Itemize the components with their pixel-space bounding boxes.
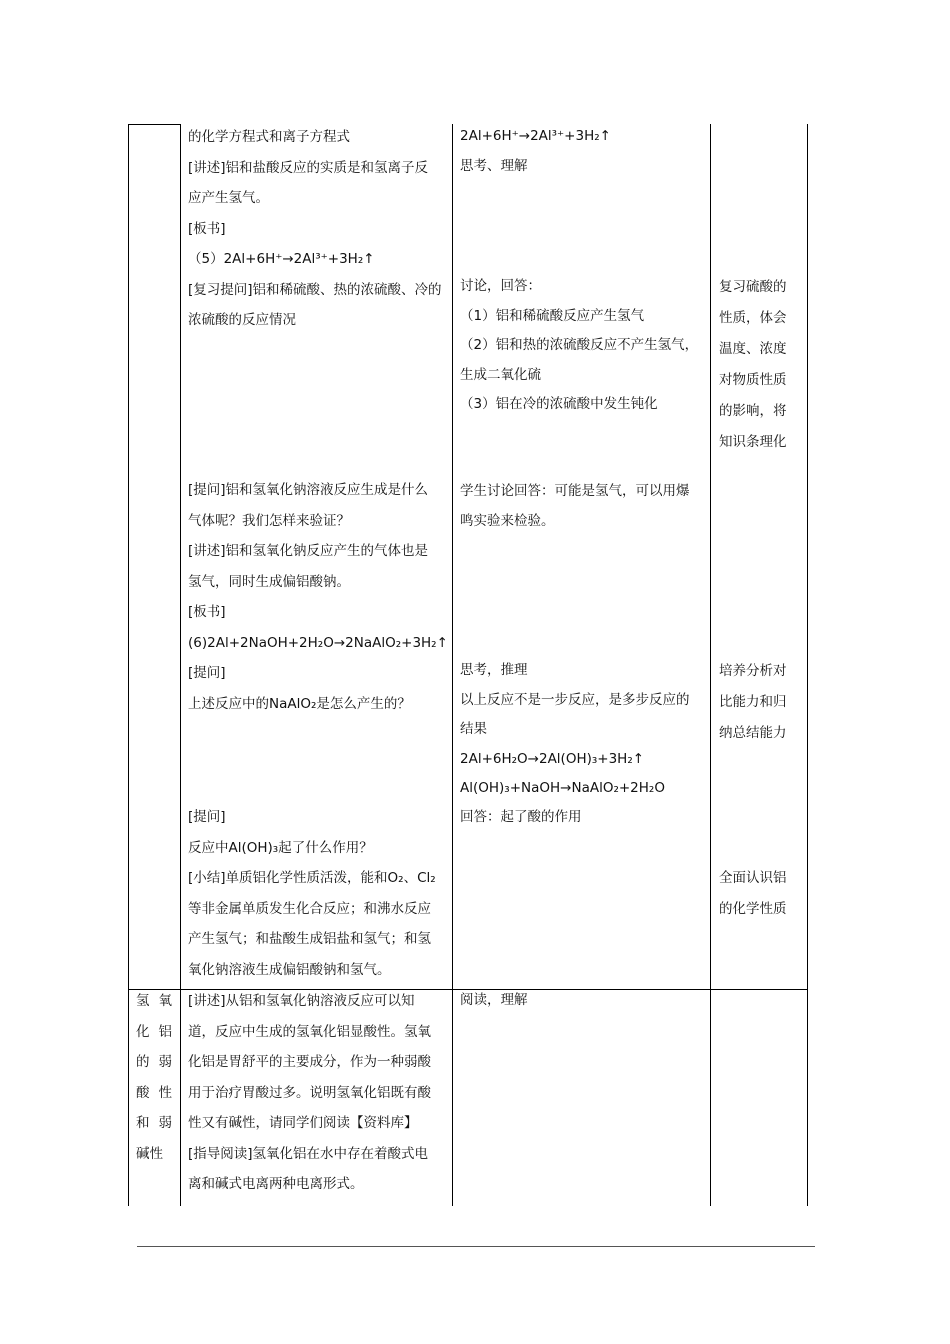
student-line: 生成二氧化硫 [460,366,541,383]
student-segment [460,986,528,1016]
content-line: [提问] [188,809,226,825]
student-line: 鸣实验来检验。 [460,512,555,529]
topic-row: 碱性 [136,1145,163,1162]
student-line: 回答：起了酸的作用 [460,809,582,825]
topic-cell [128,986,180,1169]
intent-line: 对物质性质 [719,372,787,388]
student-segment [460,656,690,804]
content-line: [小结]单质铝化学性质活泼，能和O₂、Cl₂ [188,870,436,886]
column-divider-3 [710,124,711,1206]
content-line: [讲述]铝和氢氧化钠反应产生的气体也是 [188,543,429,559]
student-line: （1）铝和稀硫酸反应产生氢气 [460,307,645,324]
intent-line: 纳总结能力 [719,725,787,741]
content-line: （5）2Al+6H⁺→2Al³⁺+3H₂↑ [188,251,375,267]
content-line: 等非金属单质发生化合反应；和沸水反应 [188,900,431,917]
student-line: 思考、理解 [460,157,528,174]
content-line: 反应中Al(OH)₃起了什么作用？ [188,839,373,856]
topic-row: 的 弱 [136,1054,172,1070]
content-segment [188,475,448,719]
student-line: 以上反应不是一步反应，是多步反应的 [460,691,690,708]
student-line: 阅读，理解 [460,992,528,1008]
content-line: 氢气，同时生成偏铝酸钠。 [188,573,350,590]
content-line: [板书] [188,604,226,620]
content-line: 应产生氢气。 [188,190,269,206]
footer-rule [137,1246,815,1247]
intent-line: 性质，体会 [719,310,787,326]
content-line: [提问]铝和氢氧化钠溶液反应生成是什么 [188,482,429,498]
student-segment [460,477,690,536]
content-line: 化铝是胃舒平的主要成分，作为一种弱酸 [188,1054,431,1070]
table-top-left-border [128,124,180,125]
content-line: 产生氢气；和盐酸生成铝盐和氢气；和氢 [188,931,431,947]
content-line: (6)2Al+2NaOH+2H₂O→2NaAlO₂+3H₂↑ [188,634,448,651]
content-line: [讲述]铝和盐酸反应的实质是和氢离子反 [188,159,429,176]
student-line: （2）铝和热的浓硫酸反应不产生氢气， [460,337,699,353]
content-line: [提问] [188,665,226,681]
content-line: 的化学方程式和离子方程式 [188,129,350,145]
topic-row: 化 铝 [136,1023,172,1040]
table-right-border [807,124,808,1206]
student-line: 2Al+6H₂O→2Al(OH)₃+3H₂↑ [460,750,645,767]
content-line: 用于治疗胃酸过多。说明氢氧化铝既有酸 [188,1084,431,1101]
intent-line: 比能力和归 [719,694,787,710]
student-line: 思考，推理 [460,662,528,678]
intent-line: 知识条理化 [719,434,787,450]
intent-line: 的化学性质 [719,901,787,917]
intent-line: 的影响，将 [719,403,787,419]
intent-segment [719,656,787,749]
topic-row: 氢 氧 [136,993,172,1009]
student-line: 2Al+6H⁺→2Al³⁺+3H₂↑ [460,128,611,144]
content-line: 上述反应中的NaAlO₂是怎么产生的？ [188,695,411,712]
student-segment [460,272,698,420]
content-line: [板书] [188,220,226,237]
content-line: 道，反应中生成的氢氧化铝显酸性。氢氧 [188,1023,431,1040]
content-segment [188,802,436,985]
intent-line: 温度、浓度 [719,341,787,357]
content-line: 氧化钠溶液生成偏铝酸钠和氢气。 [188,961,391,978]
student-line: （3）铝在冷的浓硫酸中发生钝化 [460,396,658,412]
content-line: 性又有碱性，请同学们阅读【资料库】 [188,1115,418,1131]
student-line: 学生讨论回答：可能是氢气，可以用爆 [460,483,690,499]
student-line: 结果 [460,721,487,737]
column-divider-2 [452,124,453,1206]
topic-row: 和 弱 [136,1115,172,1131]
content-line: 气体呢？我们怎样来验证？ [188,512,350,529]
student-line: 讨论，回答： [460,278,541,294]
content-line: 离和碱式电离两种电离形式。 [188,1176,364,1192]
content-line: [讲述]从铝和氢氧化钠溶液反应可以知 [188,993,415,1009]
column-divider-1 [180,124,181,1206]
intent-line: 全面认识铝 [719,870,787,886]
intent-line: 复习硫酸的 [719,279,787,295]
intent-segment [719,863,787,925]
content-segment [188,122,442,336]
topic-row: 酸 性 [136,1084,172,1101]
content-line: [复习提问]铝和稀硫酸、热的浓硫酸、冷的 [188,281,442,298]
content-segment [188,986,431,1200]
student-segment [460,122,611,181]
intent-segment [719,272,787,458]
student-line: Al(OH)₃+NaOH→NaAlO₂+2H₂O [460,780,665,796]
content-line: 浓硫酸的反应情况 [188,312,296,328]
student-segment [460,803,582,833]
content-line: [指导阅读]氢氧化铝在水中存在着酸式电 [188,1145,429,1162]
intent-line: 培养分析对 [719,663,787,679]
